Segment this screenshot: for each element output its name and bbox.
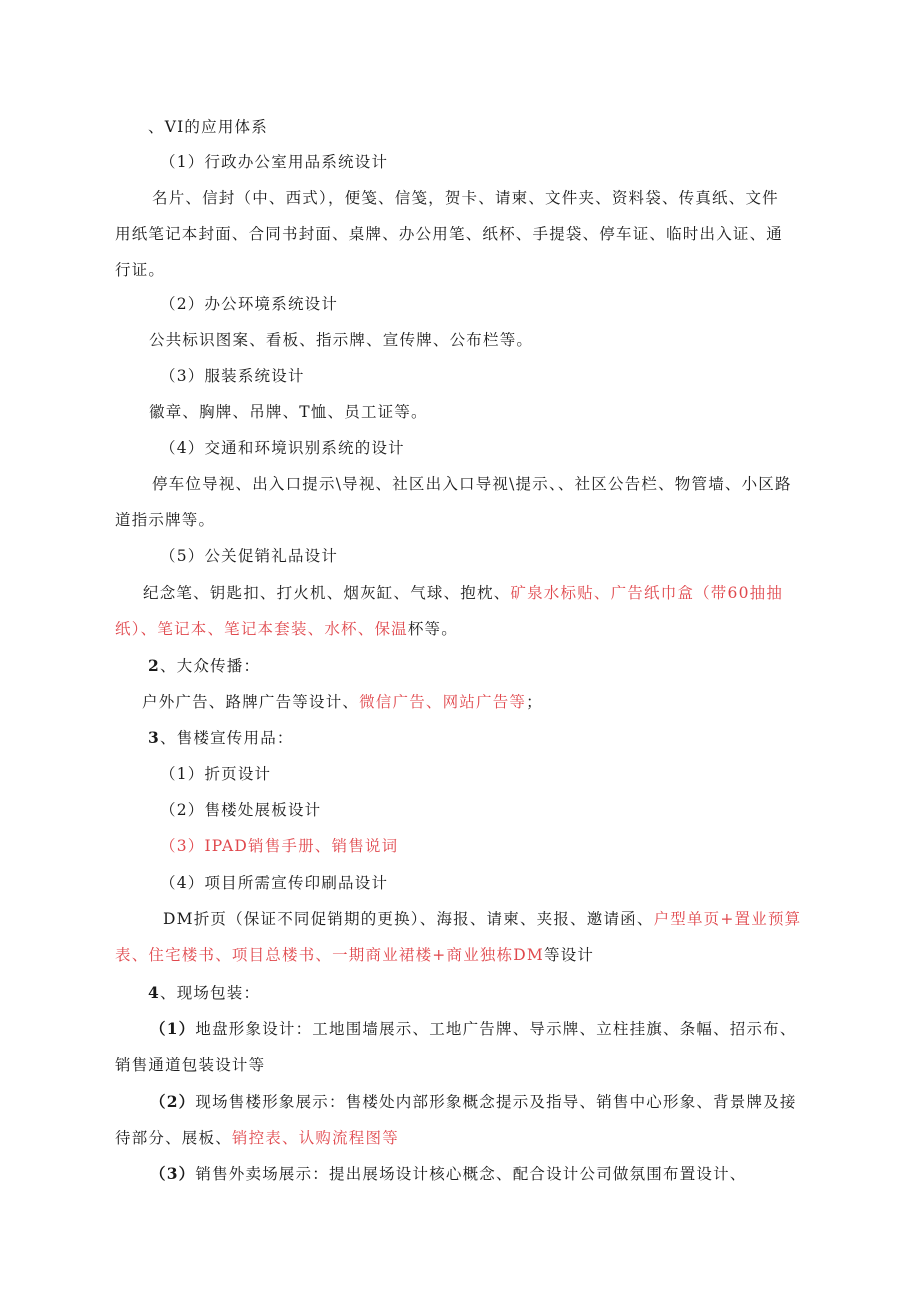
onsite-packaging-heading xyxy=(148,983,260,1003)
print-materials-item: （4）项目所需宣传印刷品设计 xyxy=(160,874,389,892)
mass-media-body-end: ； xyxy=(526,693,543,711)
brochure-item: （1）折页设计 xyxy=(160,765,272,783)
office-supplies-line1: 名片、信封（中、西式），便笺、信笺，贺卡、请柬、文件夹、资料袋、传真纸、文件 xyxy=(152,189,779,207)
sales-display-line2-black: 待部分、展板、 xyxy=(115,1129,232,1147)
mass-media-body-red: 微信广告、网站广告等 xyxy=(359,693,527,711)
gifts-line2-black: 杯等。 xyxy=(407,620,458,638)
sales-materials-title: 、售楼宣传用品： xyxy=(160,729,294,747)
office-env-body: 公共标识图案、看板、指示牌、宣传牌、公布栏等。 xyxy=(149,331,534,349)
gifts-line1-red: 矿泉水标贴、广告纸巾盒（带60抽抽 xyxy=(510,584,784,602)
office-supplies-line2: 用纸笔记本封面、合同书封面、桌牌、办公用笔、纸杯、手提袋、停车证、临时出入证、通 xyxy=(115,225,784,243)
outside-venue-text: 销售外卖场展示：提出展场设计核心概念、配合设计公司做氛围布置设计、 xyxy=(195,1165,747,1183)
sales-display-num: （2） xyxy=(150,1092,196,1111)
onsite-packaging-number: 4 xyxy=(148,983,160,1002)
mass-media-heading xyxy=(148,656,260,676)
office-supplies-title: （1）行政办公室用品系统设计 xyxy=(160,153,389,171)
dm-line1-red: 户型单页+置业预算 xyxy=(653,910,802,928)
gifts-line2 xyxy=(115,619,458,639)
office-env-title: （2）办公环境系统设计 xyxy=(160,295,339,313)
sales-materials-heading xyxy=(148,728,294,748)
gifts-line2-red: 纸）、笔记本、笔记本套装、水杯、保温 xyxy=(115,620,408,638)
ipad-manual-item: （3）IPAD销售手册、销售说词 xyxy=(160,837,399,855)
gifts-title: （5）公关促销礼品设计 xyxy=(160,547,339,565)
office-supplies-line3: 行证。 xyxy=(115,261,166,279)
mass-media-body xyxy=(142,692,543,712)
onsite-packaging-title: 、现场包装： xyxy=(160,984,261,1002)
clothing-title: （3）服装系统设计 xyxy=(160,367,305,385)
site-image-line1 xyxy=(150,1019,797,1039)
traffic-title: （4）交通和环境识别系统的设计 xyxy=(160,439,405,457)
display-board-item: （2）售楼处展板设计 xyxy=(160,801,322,819)
traffic-line2: 道指示牌等。 xyxy=(115,511,216,529)
outside-venue-line1 xyxy=(150,1164,747,1184)
dm-line2 xyxy=(115,945,594,965)
dm-line2-red: 表、住宅楼书、项目总楼书、一期商业裙楼+商业独栋DM xyxy=(115,946,544,964)
mass-media-number: 2 xyxy=(148,656,160,675)
traffic-line1: 停车位导视、出入口提示\导视、社区出入口导视\提示、、社区公告栏、物管墙、小区路 xyxy=(152,475,792,493)
site-image-line2: 销售通道包装设计等 xyxy=(115,1056,266,1074)
dm-line1 xyxy=(163,909,801,929)
outside-venue-num: （3） xyxy=(150,1164,196,1183)
dm-line1-black: DM折页（保证不同促销期的更换）、海报、请柬、夹报、邀请函、 xyxy=(163,910,654,928)
dm-line2-black: 等设计 xyxy=(544,946,595,964)
sales-display-line2 xyxy=(115,1128,399,1148)
gifts-line1 xyxy=(143,583,783,603)
site-image-text: 地盘形象设计：工地围墙展示、工地广告牌、导示牌、立柱挂旗、条幅、招示布、 xyxy=(195,1020,797,1038)
mass-media-title: 、大众传播： xyxy=(160,657,261,675)
sales-display-line2-red: 销控表、认购流程图等 xyxy=(231,1129,399,1147)
sales-display-text: 现场售楼形象展示：售楼处内部形象概念提示及指导、销售中心形象、背景牌及接 xyxy=(195,1093,797,1111)
gifts-line1-black: 纪念笔、钥匙扣、打火机、烟灰缸、气球、抱枕、 xyxy=(143,584,511,602)
site-image-num: （1） xyxy=(150,1019,196,1038)
mass-media-body-black: 户外广告、路牌广告等设计、 xyxy=(142,693,360,711)
vi-heading: 、VI的应用体系 xyxy=(148,118,268,136)
sales-display-line1 xyxy=(150,1092,797,1112)
sales-materials-number: 3 xyxy=(148,728,160,747)
clothing-body: 徽章、胸牌、吊牌、T恤、员工证等。 xyxy=(149,403,428,421)
